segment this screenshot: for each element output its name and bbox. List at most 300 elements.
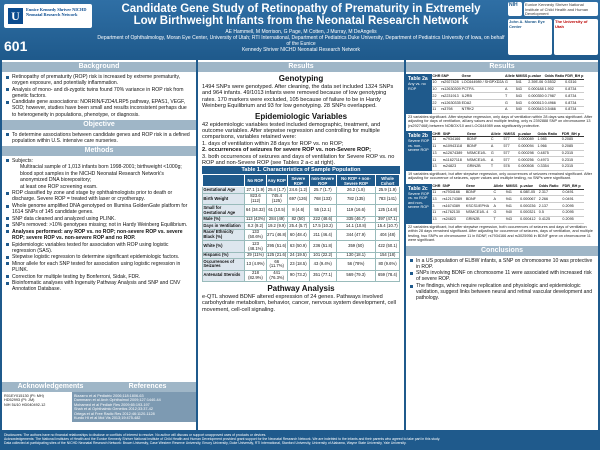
results-table-cell: NSMCE1/IL 4 — [466, 210, 494, 217]
table1-cell: 271 (46.8) — [266, 229, 287, 240]
results-table-header: Gene — [466, 184, 494, 189]
table1-cell: 359 (50) — [336, 241, 375, 252]
results-table-cell: rs10943118 — [442, 143, 466, 150]
results-table-cell: 0.2315 — [561, 157, 584, 164]
results-table-cell: 0.4125 — [538, 216, 562, 223]
ack-ref-block — [2, 382, 196, 422]
conclusions-heading: Conclusions — [406, 246, 598, 256]
results-table-header: CHR — [432, 131, 442, 136]
table1-cell: 422 (50.1) — [376, 241, 400, 252]
results-table-cell: 2.266 — [538, 196, 562, 203]
ack-line: HD52993 (PI: JM) — [4, 398, 35, 403]
results-table-cell: 543 — [515, 100, 528, 107]
results-table-cell: BDNF — [466, 143, 490, 150]
results-table-cell: 0.8734 — [565, 86, 584, 93]
results-table-cell: 0.0491 — [562, 189, 584, 196]
results-table-cell: 0.2085 — [561, 136, 584, 143]
results-table-cell: A — [491, 157, 504, 164]
nichd-institute-logo: Eunice Kennedy Shriver National Institute of Child Health and Human Development — [524, 2, 598, 16]
table-row — [203, 229, 400, 240]
references-heading: References — [99, 382, 196, 392]
results-table-label — [406, 184, 432, 224]
table-row — [432, 86, 584, 93]
results-table-header: Odds Ratio — [538, 184, 562, 189]
conclusion-item: In a US population of ELBW infants, a SNP on chromosome 10 was protective in ROP. — [410, 258, 594, 270]
results-table-cell: 22 — [432, 100, 441, 107]
epi-variables-text: 42 epidemiologic variables tested included demographic, treatment, and outcome variables. After stepwise regression and controlling for multiple comparisons, variables retained were: — [202, 121, 381, 141]
table-row — [432, 136, 584, 143]
table1-cell: 659 (78.4) — [376, 270, 400, 281]
methods-item: Bioinformatic analyses with Ingenuity Pathway Analysis and SNP and CNV Annotation Database. — [6, 280, 192, 292]
results-table-cell: NSMCE1/IL — [466, 157, 490, 164]
table1-cell: 15.4 (10.7) — [377, 222, 398, 228]
table1-characteristics — [202, 166, 400, 282]
table1-cell: 397 (47.1) — [376, 216, 400, 223]
nichd-logo-letter: U — [8, 8, 23, 24]
results-table-cell: 0.5532 — [544, 79, 565, 86]
results-table-block — [406, 131, 598, 182]
ack-ref-headings — [2, 382, 196, 392]
results-table-cell: rs2231913 — [441, 93, 461, 100]
results-table-cell: 577 — [503, 136, 518, 143]
results-table-header: NMISS — [515, 74, 528, 79]
results-table-cell: 0.000350 — [528, 93, 544, 98]
table1-cell: 351 (77.1) — [309, 270, 336, 281]
table-label-sub: Severe ROP vs. no ROP and non-severe ROP — [408, 191, 430, 210]
middle-column — [198, 60, 404, 430]
results-table-cell: rs11627118 — [442, 157, 466, 164]
table-row — [432, 196, 584, 203]
results-table-header: FDR_BH p — [561, 131, 584, 136]
table1-cell: 697 (126) — [287, 194, 309, 205]
table1-row-label: Male (%) — [203, 216, 245, 223]
table1-cell: 404 (48) — [376, 229, 400, 240]
results-table-note: 23 variables significant. After stepwise regression, only days of ventilation within 28 days was significant. After adjusting for days of ventilation, all/any values and multiple testing, only rs 2392888 SNP on chromosome 13 (rs2927468) between NOBOX/10 and LOC644989 was significantly protective. — [408, 114, 593, 128]
results-table-cell: 11 — [432, 210, 442, 217]
results-table-cell: 941 — [505, 189, 519, 196]
results-table-header: Odds Ratio — [544, 74, 565, 79]
results-table-cell: 941 — [505, 203, 519, 210]
conclusions-list — [406, 258, 598, 302]
results-table-cell: A — [505, 86, 516, 93]
results-table-cell: G — [505, 100, 516, 107]
results-table-cell: 1.902 — [544, 86, 565, 93]
genotyping-title: Genotyping — [278, 74, 324, 83]
table-row — [203, 241, 400, 252]
results-table-cell: 0.5 — [538, 210, 562, 217]
table1-row-label: Hispanic (%) — [203, 252, 245, 259]
results-table-cell: 0.000321 — [520, 210, 539, 217]
results-table-cell: 577 — [503, 157, 518, 164]
table1-cell: 123 (48.1%) — [245, 241, 266, 252]
methods-item: ROP classified by zone and stage by ophthalmologists prior to death or discharge. Severe ROP = treated with laser or cryotherapy. — [6, 190, 192, 202]
results-table-cell: 0.2095 — [562, 216, 584, 223]
results-table-cell: rs7934166 — [442, 136, 466, 143]
authors-line-3: Kennedy Shriver NICHD Neonatal Research Network — [241, 47, 361, 53]
table1-cell: 25.9 (1.9) — [376, 187, 400, 194]
results-table-cell: A — [491, 143, 504, 150]
results-table-cell: 941 — [505, 196, 519, 203]
poster-number: 601 — [4, 38, 28, 54]
table1-header-cell: No ROP + non-Severe ROP — [336, 175, 375, 187]
table-row — [203, 270, 400, 281]
results-table-cell: 10 — [432, 86, 441, 93]
results-table-header: NMISS — [505, 184, 519, 189]
results-table-header: Gene — [461, 74, 504, 79]
results-table-header: Gene — [466, 131, 490, 136]
results-table-cell: 0.4875 — [537, 150, 561, 157]
results-table-cell: T — [505, 93, 516, 100]
methods-subjects-sub: Multiracial sample of 1,013 infants born 1998-2001; birthweight <1000g; — [20, 164, 182, 171]
table1-cell: 23 (18.5) — [287, 259, 309, 270]
results-table-cell: C — [491, 136, 504, 143]
results-table-cell: A — [505, 106, 516, 113]
ref-line: Dammann et al Arch Ophthalmol 2009;127:1440-44 — [74, 398, 161, 403]
table-row — [432, 79, 584, 86]
left-column — [2, 60, 196, 430]
table1-cell: 218 (82.9%) — [245, 270, 266, 281]
table1-cell: 133 (50.6%) — [245, 229, 266, 240]
table-row — [432, 164, 584, 171]
table1-cell: 60 (48.4) — [287, 229, 309, 240]
results-table-cell: GRIN2B — [466, 216, 494, 223]
methods-list — [2, 158, 196, 292]
objective-list — [2, 132, 196, 144]
results-table-cell: 11 — [432, 189, 442, 196]
poster-authors — [96, 29, 506, 53]
table1-cell: 295 (51.6) — [266, 241, 287, 252]
table1-row-label: Race/ Ethnicity Black (%) — [203, 229, 245, 240]
results-table-cell: 13 — [432, 164, 442, 171]
results-table-header: NMISS — [503, 131, 518, 136]
results-table-cell: 13 — [432, 216, 442, 223]
table-label-sub: Severe ROP vs. non-severe ROP — [408, 139, 430, 153]
table1-cell: 14.1 (10.8) — [336, 223, 375, 230]
results-table-cell: 2.137 — [538, 203, 562, 210]
results-table-header: p-value — [518, 131, 537, 136]
epi-item: 2. occurrences of seizures for severe ROP vs. non-Severe ROP; — [202, 147, 372, 154]
ack-line: NIH 5U10 HD040492-12 — [4, 402, 46, 407]
results-table-header: Allele — [493, 184, 505, 189]
results-table-cell: NTRK2 — [461, 106, 504, 113]
methods-heading: Methods — [2, 146, 196, 156]
results-table-cell: 13 — [432, 150, 442, 157]
nih-logo: NIH — [508, 2, 522, 16]
table-row — [432, 210, 584, 217]
table1-row-label: White (%) — [203, 241, 245, 252]
results-table-cell: KSCS1/EPHA — [466, 203, 494, 210]
results-table-cell: 0.000298 — [518, 150, 537, 157]
results-table-cell: 943 — [505, 216, 519, 223]
results-table-header: p-value — [520, 184, 539, 189]
background-item: Candidate gene associations: NORRIN/FZD4/LRP5 pathway, EPAS1, VEGF, SOD; however, studies have been small and results inconsistent perhaps due to heterogeneity in populations, phenotype, or diagnosis. — [6, 99, 192, 117]
table-label-title: Table 2b — [408, 133, 428, 140]
table1-cell: 80 (9.6%) — [376, 259, 400, 270]
results-table — [432, 184, 584, 224]
results-table-cell: 11 — [432, 106, 441, 113]
right-tables — [406, 74, 598, 244]
objective-heading: Objective — [2, 120, 196, 130]
results-table-header: FDR_BH p — [562, 184, 584, 189]
table-row — [432, 189, 584, 196]
results-table-cell: rs1762130 — [442, 210, 465, 217]
results-table-cell: IL2RB — [461, 93, 504, 100]
table-row — [432, 93, 584, 100]
results-table-cell: 0.000412 — [520, 216, 539, 223]
conclusion-item: SNPs involving BDNF on chromosome 11 were associated with increased risk of severe ROP. — [410, 270, 594, 282]
results-table-header: p-value — [528, 74, 544, 79]
table1-cell: 82 (50) — [287, 216, 309, 223]
results-table-cell: 543 — [515, 86, 528, 93]
genotyping-text: 1494 SNPs were genotyped. After cleaning, the data set included 1324 SNPs and 964 infants. 49/1013 infants were removed because of low genotyping rates. 170 markers were excluded, 105 because of failure to be in Hardy Weinberg Equilibrium and 93 for low genotyping. 28 SNPs overlapped. — [202, 84, 394, 110]
results-table-note: 22 variables significant, but after stepwise regression, both occurrences of seizures and days of ventilation within 28 days remained significant. After adjusting for occurrence of seizures, days of ventilation, and multiple testing, two SNPs on chromosome 11 in BDNF, rs7934166 and rs3025956 in BDNF gene on chromosome 11 were significant. — [408, 224, 593, 243]
table1-cell: 24 (19.5) — [287, 252, 309, 259]
results-table-cell: G — [505, 79, 516, 86]
authors-line-2: Department of Ophthalmology, Moran Eye Center, University of Utah; RTI International, Department of Pediatrics Duke University, Department of Pediatrics University of Iowa, on behalf of the Eunice — [97, 35, 505, 47]
results-heading: Results — [198, 62, 404, 72]
results-table-cell: 0.000094 — [518, 143, 537, 150]
methods-item: Whole genome amplified DNA genotyped on Illumina GoldenGate platform for 1614 SNPs of 145 candidate genes. — [6, 203, 192, 215]
table-row — [203, 187, 400, 194]
results-table-cell: 11 — [432, 157, 442, 164]
table1-cell: 441 (76.3%) — [266, 270, 287, 281]
table1-header-cell: Whole Cohort — [376, 175, 400, 187]
table1-cell: 55 (12.1) — [309, 205, 336, 216]
ref-line: Kurdo HI et al Mol Vis 2013;19:475-482 — [74, 416, 141, 421]
results-table-cell: 0.7987 — [544, 93, 565, 100]
footer-line: Data collected at participating sites of the NICHD Neonatal Research Network: Brown University, Case Western Reserve University, Emory University, Duke University, RTI International, Stanford University, University of Alabama, Wayne State University, Yale University. — [4, 441, 407, 446]
table1-cell: 63 (50.9) — [287, 241, 309, 252]
methods-subjects-sub: at least one ROP screening exam. — [20, 183, 98, 190]
table-row — [432, 216, 584, 223]
results-table-cell: 0.000188 — [528, 86, 544, 91]
results-table-cell: 0.8734 — [565, 100, 584, 107]
table1-cell: 25.4 (5.7) — [289, 222, 308, 228]
nichd-nrn-logo — [4, 4, 92, 28]
ref-line: Bizzarro et al Pediatric 2006;118:1806-63 — [74, 394, 144, 398]
table1-cell: 119 (16.6) — [336, 205, 375, 216]
poster-header — [0, 0, 600, 58]
authors-line-1: AE Hammell, M Morrison, G Page, M Cotten, J Murray, M DeAngelis — [225, 29, 377, 35]
results-table-header: Odds Ratio — [537, 131, 561, 136]
results-table-cell: rs12630335 — [441, 100, 461, 105]
methods-item: Stepwise logistic regression to determine significant epidemiologic factors. — [6, 254, 192, 260]
epi-item: 1. days of ventilation within 28 days for ROP vs. no ROP; — [202, 140, 344, 147]
results-table-header: SNP — [441, 74, 461, 79]
results-table-cell: 577 — [503, 143, 518, 150]
table1-row-label: Small for Gestational Age — [203, 205, 245, 216]
results-table-cell: 0.8734 — [565, 93, 584, 100]
results-table-cell: 0.000067 — [520, 196, 539, 203]
table1-row-label: Gestational Age — [203, 187, 245, 194]
results-table-cell: 0.2085 — [561, 143, 584, 150]
results-table-cell: 0.2095 — [562, 210, 584, 217]
poster-footer — [0, 432, 600, 450]
background-item: Retinopathy of prematurity (ROP) risk is increased by extreme prematurity, oxygen exposure, and potentially inflammation. — [6, 74, 192, 86]
pathway-title: Pathway Analysis — [267, 284, 335, 294]
results-table-cell: GRIN2B — [466, 164, 490, 171]
results-table-cell: C — [493, 189, 505, 196]
table1-cell: 56 (78%) — [336, 259, 375, 270]
results-table-cell: 0.4973 — [537, 157, 561, 164]
table1-cell: 43 (9.4%) — [309, 259, 336, 270]
results-table-cell: 1.985 — [537, 136, 561, 143]
results-table-block — [406, 74, 598, 129]
table1-cell: 17.5 (10.2) — [309, 223, 336, 230]
ack-ref-content — [2, 392, 196, 422]
results-table-cell: rs12630309 — [441, 86, 461, 91]
methods-item: Correction for multiple testing by Bonferroni, Sidak, FDR. — [6, 274, 192, 280]
results-table-cell: rs2927428 — [441, 79, 461, 86]
results-table-cell: 0.3354 — [537, 164, 561, 171]
table1-cell: 745.4 (125) — [266, 194, 287, 205]
table-row — [432, 143, 584, 150]
background-list — [2, 74, 196, 118]
results-table-header: SNP — [442, 131, 466, 136]
results-table-header: Allele — [505, 74, 515, 79]
results-table-cell: NSMCE1/IL — [466, 150, 490, 157]
acknowledgements-heading: Acknowledgements — [2, 382, 99, 392]
results-table-cell: 0.000256 — [518, 157, 537, 164]
results-table-cell: G — [491, 150, 504, 157]
table1-cell: 782 (135) — [336, 194, 375, 205]
results-table-cell: 543 — [515, 93, 528, 100]
table1-cell: 113 (43%) — [245, 216, 265, 222]
results-table-cell: rs12174389 — [442, 196, 465, 203]
table-row — [203, 252, 400, 259]
methods-item: Analyses performed: any ROP vs. no ROP; non-severe ROP vs. severe ROP; severe ROP vs. non-severe ROP and no ROP. — [6, 229, 192, 241]
table1-cell: 125 (21.6) — [267, 252, 287, 258]
table-row — [432, 150, 584, 157]
table1-cell: 125 (14.8) — [376, 205, 400, 216]
results-table-cell: rs1674389 — [442, 203, 465, 210]
table1-cell: 26.2 (1.8) — [336, 187, 375, 194]
ref-line: Ortega et al Free Radic Res 2012;46:1120-1128 — [74, 411, 155, 416]
methods-item: Epidemiologic variables tested for association with ROP using logistic regression (SAS). — [6, 242, 192, 254]
table-label-sub: Any vs. no ROP — [408, 82, 426, 91]
table1-cell: 64 (34.32) — [245, 205, 266, 216]
results-table-cell: 0.000236 — [520, 203, 539, 210]
conclusion-item: The findings, which require replication and physiologic and epidemiologic validation, suggest links between neural and retinal vascular development and pathology. — [410, 283, 594, 301]
ref-line: Mohamed et al Pediatr Res 2009;65:193-197 — [74, 402, 150, 407]
results-table-cell: T — [491, 164, 504, 171]
table-row — [432, 203, 584, 210]
results-table-note: 19 variables significant, but after stepwise regression, only occurrences of seizures remained significant. After adjusting for occurrence of seizures, upper values and multiple testing, no SNPs were significant. — [408, 171, 593, 181]
results-table-cell: BDNF — [466, 196, 494, 203]
results-table-header: CHR — [432, 74, 441, 79]
table1-cell: 61 (10.5) — [266, 205, 287, 216]
results-table-cell: 0.8734 — [565, 106, 584, 113]
background-item: Analysis of mono- and di-zygotic twins found 70% variance in ROP risk from genetic factors. — [6, 87, 192, 99]
results-table-cell: 0.2315 — [561, 164, 584, 171]
table1-cell: 19.2 (9.9) — [267, 222, 286, 228]
results-table-cell: LOC644989 / SH3PXD2A — [461, 80, 504, 85]
methods-subjects-label: Subjects: — [6, 158, 192, 164]
results-table-cell: G — [493, 210, 505, 217]
results-table-cell: 577 — [503, 150, 518, 157]
table1-cell: 90 (73.2) — [287, 270, 309, 281]
results-table-cell: 13 — [432, 196, 442, 203]
results-table-cell: 541 — [515, 79, 528, 86]
results-table-header: FDR_BH p — [565, 74, 584, 79]
table1-header-cell: No ROP — [245, 175, 266, 187]
results-table-cell: 1.966 — [537, 143, 561, 150]
university-of-utah-logo: The University of Utah — [554, 19, 598, 55]
results-table-header: Allele — [491, 131, 504, 136]
results-table-cell: A — [493, 203, 505, 210]
table1-cell: 66 (11.7%) — [266, 259, 287, 270]
footer-line: Disclosures: The authors have no financial relationships to disclose or conflicts of interest to resolve. No author will discuss or support unapproved uses of products or devices. — [4, 433, 267, 437]
poster-title — [96, 3, 506, 27]
table1-cell: 8 (4.6) — [287, 205, 309, 216]
table1-caption: Table 1. Characteristics of Sample Population — [202, 166, 400, 174]
table1-cell: 29 (11%) — [245, 252, 266, 259]
results-table-header: CHR — [432, 184, 441, 189]
title-line-2: Low Birthweight Infants from the Neonatal Research Network — [133, 15, 469, 27]
results-table-cell: 0.2095 — [562, 203, 584, 210]
results-table-header: SNP — [442, 184, 465, 189]
table1-header-cell: Any ROP — [266, 175, 287, 187]
acknowledgements-list — [2, 392, 72, 422]
table1-cell: 344 (47.9) — [336, 229, 375, 240]
results-table-label — [406, 74, 432, 114]
ack-line: R01EY015130 (PI: MH) — [4, 394, 44, 398]
methods-item: SNPs removed: >10% genotypes missing; not in Hardy Weinberg Equilibrium. — [6, 222, 192, 228]
table1-cell: 236 (51.8) — [309, 241, 336, 252]
table1-cell: 335 (46.7) — [336, 216, 375, 223]
results-table-cell: BDNF — [466, 189, 494, 196]
table1-cell: 101 (22.2) — [309, 252, 336, 259]
table1-cell: 8.2 (9.2) — [245, 223, 266, 230]
table-row — [203, 194, 400, 205]
results-table-cell: rs3798 — [441, 106, 461, 113]
results-table-cell: 10 — [432, 79, 441, 86]
table-row — [432, 100, 584, 107]
results-table-cell: A — [493, 196, 505, 203]
table-row — [432, 106, 584, 113]
methods-subjects-sub: blood spot samples in the NICHD Neonatal Research Network's anonymized DNA biorepository; — [20, 171, 164, 184]
table-label-title: Table 2a — [408, 76, 428, 82]
table1-cell: 222 (48.6) — [309, 216, 336, 223]
results-table-cell: rs7934166 — [442, 189, 465, 196]
table1-cell: 284 (49) — [266, 216, 287, 223]
ref-line: Shah et al Ophthalmic Genetics 2012;33:37-42 — [74, 407, 153, 412]
table1-cell: 154 (18) — [376, 252, 400, 259]
methods-item: Minor allele for each SNP tested for association using logistic regression in PLINK. — [6, 261, 192, 273]
results-table-cell: rs24823 — [442, 164, 466, 171]
results-table-cell: 0.2315 — [561, 150, 584, 157]
table1-cell: 569 (79.3) — [336, 270, 375, 281]
results-table-cell: 0.000508 — [518, 164, 537, 171]
table-row — [203, 216, 400, 223]
table-row — [203, 205, 400, 216]
results-table-cell: 0.000543 — [528, 107, 544, 112]
results-table-cell: 0.0491 — [562, 196, 584, 203]
table1-cell: 211 (46.4) — [309, 229, 336, 240]
results-table-cell: EDA2 — [461, 100, 504, 107]
table1-cell: 13 (4.9%) — [245, 259, 266, 270]
results-table-cell: 2.39E-06 — [528, 80, 544, 85]
results-table — [432, 131, 584, 171]
methods-item: SNP data cleaned and analyzed using PLINK. — [6, 216, 192, 222]
nichd-logo-text: Eunice Kennedy Shriver NICHD Neonatal Research Network — [26, 7, 87, 17]
table1-header-cell: non-Severe ROP — [309, 175, 336, 187]
table1-cell: 783 (141) — [376, 194, 400, 205]
results-table-cell: 3 — [432, 203, 442, 210]
table1-header-cell: Severe ROP — [287, 175, 309, 187]
table1-cell: 823.6 (112) — [245, 194, 266, 205]
table1-header-cell — [203, 175, 245, 187]
